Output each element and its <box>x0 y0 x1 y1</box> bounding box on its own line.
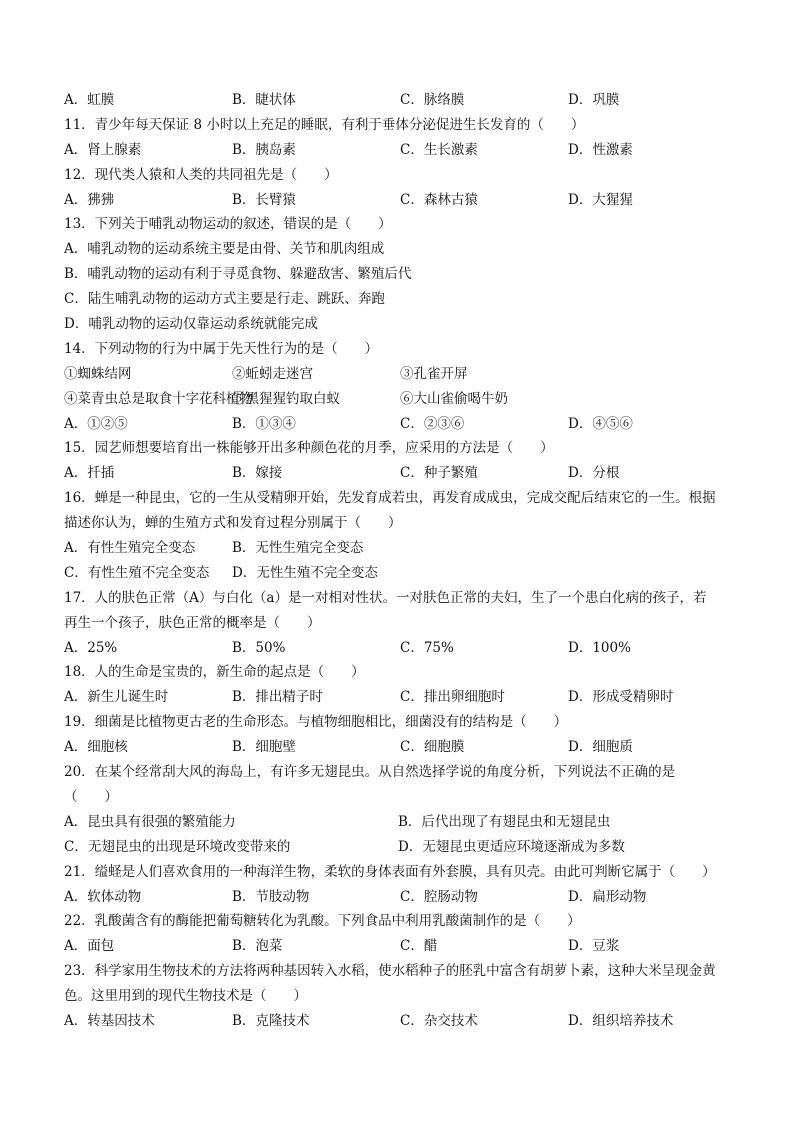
question-line: 14．下列动物的行为中属于先天性行为的是（ ） <box>64 340 379 357</box>
option: C．杂交技术 <box>400 1012 478 1029</box>
option: D．形成受精卵时 <box>568 689 674 706</box>
exam-page <box>64 88 754 1034</box>
option: A．昆虫具有很强的繁殖能力 <box>64 813 236 830</box>
option: A．新生儿诞生时 <box>64 689 169 706</box>
answer-options <box>64 885 754 910</box>
option: C．森林古猿 <box>400 191 478 208</box>
question-line: A．哺乳动物的运动系统主要是由骨、关节和肌肉组成 <box>64 241 385 258</box>
option: C．种子繁殖 <box>400 465 478 482</box>
option: A．细胞核 <box>64 739 128 756</box>
question-line: 再生一个孩子，肤色正常的概率是（ ） <box>64 614 321 631</box>
option: B．排出精子时 <box>232 689 323 706</box>
option: C．②③⑥ <box>400 415 465 432</box>
option: A．面包 <box>64 938 115 955</box>
option: D．性激素 <box>568 141 633 158</box>
question-line: 15．园艺师想要培育出一株能够开出多种颜色花的月季，应采用的方法是（ ） <box>64 440 554 457</box>
question-line: 16．蝉是一种昆虫，它的一生从受精卵开始，先发育成若虫，再发育成成虫，完成交配后结束它的一生。根据 <box>64 490 716 507</box>
question-line: 描述你认为，蝉的生殖方式和发育过程分别属于（ ） <box>64 515 402 532</box>
option: A．狒狒 <box>64 191 115 208</box>
option: D．扁形动物 <box>568 888 647 905</box>
answer-options <box>64 685 754 710</box>
option: B．后代出现了有翅昆虫和无翅昆虫 <box>398 813 611 830</box>
question-line: （ ） <box>64 788 118 805</box>
option: B．睫状体 <box>232 92 296 108</box>
option: B．长臂猿 <box>232 191 296 208</box>
option: B．无性生殖完全变态 <box>232 540 364 557</box>
option: B．①③④ <box>232 415 296 432</box>
option: D．细胞质 <box>568 739 633 756</box>
question-line: B．哺乳动物的运动有利于寻觅食物、躲避敌害、繁殖后代 <box>64 266 412 283</box>
option: B．节肢动物 <box>232 888 310 905</box>
option: C．细胞膜 <box>400 739 465 756</box>
option: A．①②⑤ <box>64 415 128 432</box>
option: D．组织培养技术 <box>568 1012 674 1029</box>
option: ③孔雀开屏 <box>400 365 468 382</box>
option: ②蚯蚓走迷宫 <box>232 365 313 382</box>
answer-options <box>64 387 754 412</box>
question-line: 12．现代类人猿和人类的共同祖先是（ ） <box>64 166 338 183</box>
option: B．胰岛素 <box>232 141 296 158</box>
answer-options <box>64 138 754 163</box>
answer-options <box>64 188 754 213</box>
question-line: 17．人的肤色正常（A）与白化（a）是一对相对性状。一对肤色正常的夫妇，生了一个患白化病的孩子，若 <box>64 589 707 606</box>
answer-options <box>64 735 754 760</box>
question-line: 19．细菌是比植物更古老的生命形态。与植物细胞相比，细菌没有的结构是（ ） <box>64 714 568 731</box>
option: C．生长激素 <box>400 141 478 158</box>
option: B．嫁接 <box>232 465 283 482</box>
option: D．豆浆 <box>568 938 620 955</box>
answer-options <box>64 1009 754 1034</box>
question-line: 23．科学家用生物技术的方法将两种基因转入水稻，使水稻种子的胚乳中富含有胡萝卜素，这种大米呈现金黄 <box>64 963 716 980</box>
option: ⑤黑猩猩钓取白蚁 <box>232 390 340 407</box>
option: A．转基因技术 <box>64 1012 155 1029</box>
answer-options <box>64 536 754 561</box>
option: ①蜘蛛结网 <box>64 365 132 382</box>
answer-options <box>64 810 754 835</box>
option: A．25% <box>64 639 118 656</box>
option: ⑥大山雀偷喝牛奶 <box>400 390 508 407</box>
option: A．有性生殖完全变态 <box>64 540 196 557</box>
option: B．50% <box>232 639 286 656</box>
option: C．有性生殖不完全变态 <box>64 564 210 581</box>
option: D．④⑤⑥ <box>568 415 633 432</box>
option: D．分根 <box>568 465 620 482</box>
answer-options <box>64 88 754 113</box>
answer-options <box>64 362 754 387</box>
answer-options <box>64 461 754 486</box>
option: C．腔肠动物 <box>400 888 478 905</box>
question-line: 13．下列关于哺乳动物运动的叙述，错误的是（ ） <box>64 216 392 233</box>
option: A．扦插 <box>64 465 115 482</box>
option: C．75% <box>400 639 454 656</box>
answer-options <box>64 561 754 586</box>
option: B．克隆技术 <box>232 1012 310 1029</box>
option: A．虹膜 <box>64 92 115 108</box>
answer-options <box>64 835 754 860</box>
question-line: 色。这里用到的现代生物技术是（ ） <box>64 988 307 1005</box>
option: C．排出卵细胞时 <box>400 689 505 706</box>
question-line: 22．乳酸菌含有的酶能把葡萄糖转化为乳酸。下列食品中利用乳酸菌制作的是（ ） <box>64 913 581 930</box>
answer-options <box>64 934 754 959</box>
option: D．巩膜 <box>568 92 620 108</box>
question-line: 21．缢蛏是人们喜欢食用的一种海洋生物，柔软的身体表面有外套膜，具有贝壳。由此可判断它属于（ ） <box>64 863 716 880</box>
option: D．100% <box>568 639 631 656</box>
option: A．软体动物 <box>64 888 142 905</box>
option: A．肾上腺素 <box>64 141 142 158</box>
question-line: 18．人的生命是宝贵的，新生命的起点是（ ） <box>64 664 365 681</box>
option: C．醋 <box>400 938 438 955</box>
option: ④菜青虫总是取食十字花科植物 <box>64 390 253 407</box>
option: D．无性生殖不完全变态 <box>232 564 378 581</box>
option: C．无翅昆虫的出现是环境改变带来的 <box>64 838 291 855</box>
question-line: 20．在某个经常刮大风的海岛上，有许多无翅昆虫。从自然选择学说的角度分析，下列说法不正确的是 <box>64 764 676 781</box>
question-line: 11．青少年每天保证 8 小时以上充足的睡眠，有利于垂体分泌促进生长发育的（ ） <box>64 116 585 133</box>
option: D．无翅昆虫更适应环境逐渐成为多数 <box>398 838 625 855</box>
question-line: C．陆生哺乳动物的运动方式主要是行走、跳跃、奔跑 <box>64 291 385 308</box>
option: B．细胞壁 <box>232 739 296 756</box>
option: B．泡菜 <box>232 938 283 955</box>
option: D．大猩猩 <box>568 191 633 208</box>
answer-options <box>64 412 754 437</box>
option: C．脉络膜 <box>400 92 465 108</box>
question-line: D．哺乳动物的运动仅靠运动系统就能完成 <box>64 316 318 333</box>
answer-options <box>64 636 754 661</box>
